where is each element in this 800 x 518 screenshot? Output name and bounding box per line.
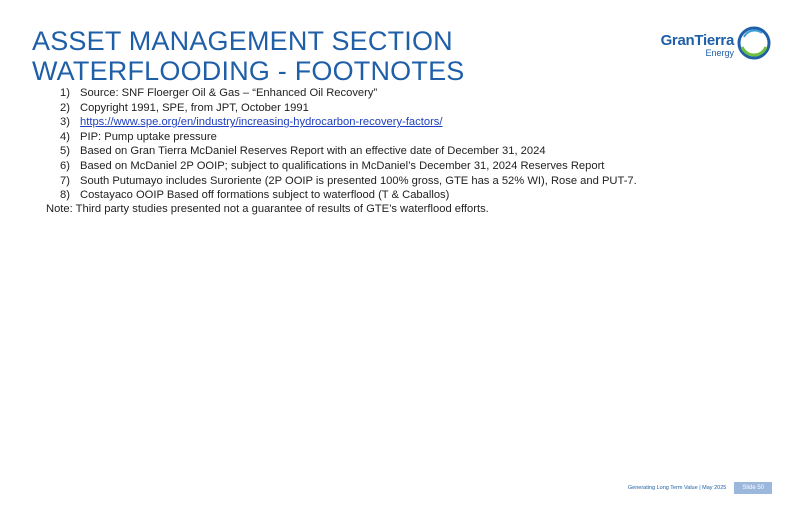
note-text: Based on McDaniel 2P OOIP; subject to qualifications in McDaniel’s December 31, 2024 Reserves Report: [80, 159, 605, 172]
note-number: 2): [60, 101, 70, 114]
gran-tierra-ring-icon: [736, 25, 772, 61]
footer-tagline: Generating Long Term Value | May 2025: [627, 485, 727, 491]
slide-number-badge: Slide 50: [734, 482, 772, 494]
note-text: Source: SNF Floerger Oil & Gas – “Enhanced Oil Recovery”: [80, 87, 378, 99]
slide-footer: [628, 482, 772, 494]
disclaimer-note: Note: Third party studies presented not a guarantee of results of GTE’s waterflood efforts.: [46, 203, 489, 215]
company-logo: [652, 25, 772, 65]
spe-link[interactable]: https://www.spe.org/en/industry/increasing-hydrocarbon-recovery-factors/: [80, 116, 443, 129]
title-line-1: ASSET MANAGEMENT SECTION: [32, 26, 453, 56]
note-number: 7): [60, 174, 70, 187]
note-text: Based on Gran Tierra McDaniel Reserves Report with an effective date of December 31, 2024: [80, 145, 546, 158]
note-text: PIP: Pump uptake pressure: [80, 130, 217, 143]
note-text: Costayaco OOIP Based off formations subject to waterflood (T & Caballos): [80, 189, 450, 202]
note-number: 3): [60, 116, 70, 129]
logo-name: GranTierra: [660, 32, 734, 49]
slide-title: [32, 26, 465, 86]
note-number: 5): [60, 145, 70, 158]
note-text: Copyright 1991, SPE, from JPT, October 1991: [80, 101, 309, 114]
note-number: 4): [60, 130, 70, 143]
note-number: 6): [60, 159, 70, 172]
note-text: South Putumayo includes Suroriente (2P OOIP is presented 100% gross, GTE has a 52% WI), Rose and PUT-7.: [80, 174, 637, 187]
logo-sub: Energy: [705, 48, 734, 58]
note-number: 8): [60, 189, 70, 202]
note-number: 1): [60, 87, 70, 99]
title-line-2: WATERFLOODING - FOOTNOTES: [32, 56, 465, 86]
